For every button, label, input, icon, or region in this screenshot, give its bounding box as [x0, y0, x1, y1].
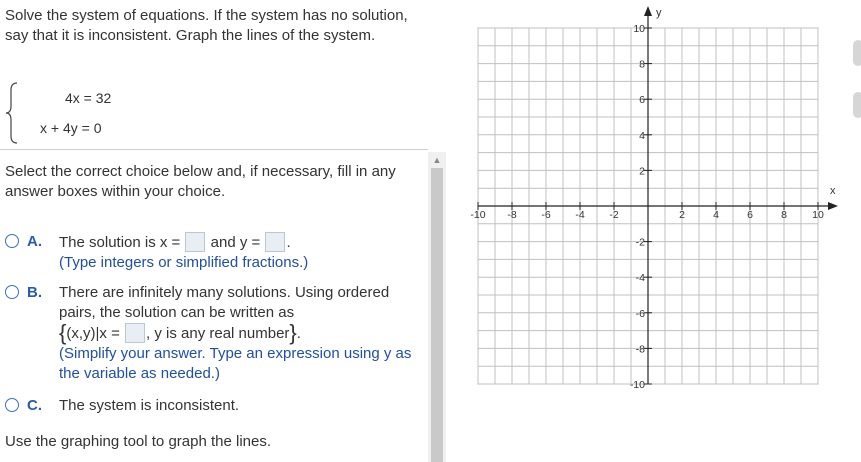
y-tick-label: 10	[633, 23, 645, 35]
choice-a-period: .	[286, 234, 291, 251]
x-tick-label: -8	[507, 209, 517, 221]
equation-2: x + 4y = 0	[40, 120, 102, 136]
side-tab[interactable]	[853, 92, 861, 118]
left-brace-icon	[5, 82, 19, 144]
instructions: Select the correct choice below and, if necessary, fill in any answer boxes within your choice.	[5, 163, 396, 200]
choice-b-radio[interactable]	[5, 285, 19, 299]
y-tick-label: -2	[635, 236, 645, 249]
set-end: .	[296, 325, 301, 342]
choice-b-set-notation	[59, 320, 429, 345]
x-axis-arrow-icon	[828, 202, 838, 210]
y-axis-label: y	[656, 7, 662, 19]
choice-a-letter: A.	[27, 233, 42, 250]
x-tick-label: 10	[812, 209, 824, 221]
x-tick-label: -10	[470, 209, 486, 221]
y-tick-label: -10	[629, 379, 645, 391]
x-answer-box[interactable]	[185, 232, 205, 252]
choice-c-body	[59, 396, 429, 416]
x-tick-label: 6	[747, 209, 753, 221]
y-tick-label: 2	[639, 165, 645, 178]
choice-b-letter: B.	[27, 284, 42, 301]
y-axis-arrow-icon	[644, 6, 652, 16]
choice-b-text: There are infinitely many solutions. Using ordered pairs, the solution can be written as	[59, 284, 390, 321]
x-axis-label: x	[830, 185, 836, 197]
choice-b-body	[59, 283, 429, 384]
question-panel	[0, 0, 428, 462]
set-suffix: , y is any real number	[146, 325, 290, 342]
y-tick-label: -8	[635, 343, 645, 356]
side-tab[interactable]	[853, 40, 861, 66]
problem-statement: Solve the system of equations. If the system has no solution, say that it is inconsistent. Graph the lines of the system.	[5, 7, 408, 44]
x-tick-label: 4	[713, 209, 719, 221]
choice-c-radio[interactable]	[5, 398, 19, 412]
section-divider	[0, 149, 428, 150]
choice-c-letter: C.	[27, 397, 42, 414]
x-tick-label: 2	[679, 209, 685, 221]
set-close-brace: }	[289, 320, 297, 345]
x-tick-label: -4	[575, 209, 585, 221]
set-open-brace: {	[59, 320, 67, 345]
y-tick-label: -4	[635, 272, 645, 285]
choice-a-hint: (Type integers or simplified fractions.)	[59, 254, 309, 271]
x-tick-label: -2	[609, 209, 619, 221]
y-tick-label: 4	[639, 129, 645, 142]
choice-a-radio[interactable]	[5, 234, 19, 248]
choice-a-text-1: The solution is x =	[59, 234, 181, 251]
choice-b-hint: (Simplify your answer. Type an expression using y as the variable as needed.)	[59, 345, 412, 382]
equation-system	[5, 82, 205, 144]
y-answer-box[interactable]	[265, 232, 285, 252]
y-tick-label: 6	[639, 94, 645, 107]
graph-instructions: Use the graphing tool to graph the lines.	[5, 433, 272, 450]
scrollbar-thumb[interactable]	[431, 168, 443, 462]
choice-c-text: The system is inconsistent.	[59, 397, 240, 414]
x-tick-label: 8	[781, 209, 787, 221]
scroll-up-arrow-icon[interactable]: ▲	[432, 155, 442, 165]
x-tick-label: -6	[541, 209, 551, 221]
y-tick-label: -6	[635, 307, 645, 320]
choice-a-text-2: and y =	[210, 234, 261, 251]
y-tick-label: 8	[639, 58, 645, 71]
coordinate-graph[interactable]	[462, 0, 854, 462]
choice-a-body	[59, 232, 429, 273]
set-prefix: (x,y)|x =	[66, 325, 120, 342]
equation-1: 4x = 32	[65, 90, 112, 106]
x-expression-box[interactable]	[125, 323, 145, 343]
